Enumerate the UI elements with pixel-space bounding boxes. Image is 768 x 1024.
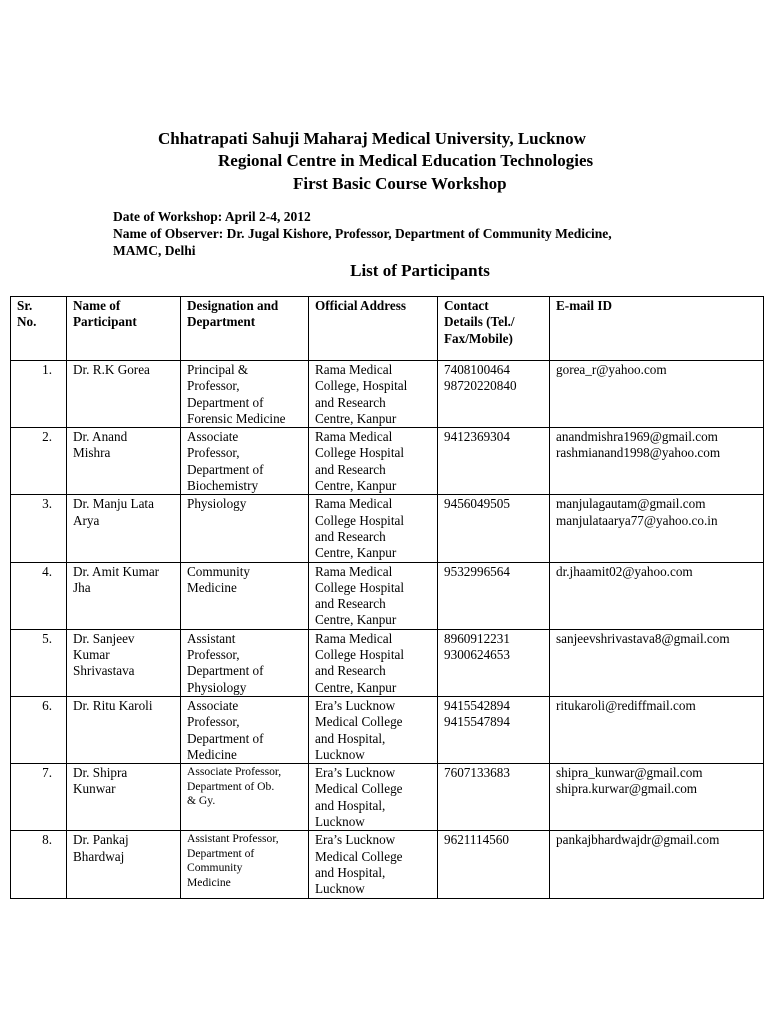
cell-name — [67, 831, 181, 898]
cell-designation-line: Assistant — [187, 630, 236, 646]
cell-contact-line: 8960912231 — [444, 630, 510, 646]
cell-designation — [181, 495, 309, 562]
header-sr-no — [11, 297, 67, 361]
cell-address — [309, 495, 438, 562]
cell-name-line: Dr. Ritu Karoli — [73, 697, 153, 713]
cell-address-line: Centre, Kanpur — [315, 478, 397, 494]
header-name — [67, 297, 181, 361]
cell-address-line: Medical College — [315, 848, 403, 864]
cell-address-line: and Research — [315, 394, 386, 410]
cell-email-line: manjulagautam@gmail.com — [556, 496, 706, 512]
cell-name-line: Arya — [73, 512, 100, 528]
cell-designation-line: Medicine — [187, 579, 237, 595]
cell-address — [309, 562, 438, 629]
cell-email — [550, 696, 764, 763]
cell-contact-line: 98720220840 — [444, 378, 517, 394]
table-row — [11, 495, 764, 562]
cell-name-line: Shrivastava — [73, 663, 135, 679]
cell-contact-line: 7408100464 — [444, 362, 510, 377]
cell-contact-line: 9300624653 — [444, 647, 510, 663]
header-designation — [181, 297, 309, 361]
cell-designation-line: Medicine — [187, 875, 231, 889]
cell-address-line: Rama Medical — [315, 496, 393, 512]
cell-address-line: Lucknow — [315, 746, 365, 762]
cell-designation-line: Department of — [187, 461, 264, 477]
cell-email-line: manjulataarya77@yahoo.co.in — [556, 512, 718, 528]
cell-address-line: College Hospital — [315, 512, 405, 528]
cell-address-line: Era’s Lucknow — [315, 697, 396, 713]
cell-designation-line: Professor, — [187, 445, 240, 461]
university-title: Chhatrapati Sahuji Maharaj Medical University, Lucknow — [158, 129, 586, 148]
cell-contact — [438, 428, 550, 495]
cell-address-line: and Hospital, — [315, 797, 386, 813]
cell-contact — [438, 361, 550, 428]
cell-contact-line: 9456049505 — [444, 496, 510, 512]
header-text-line: Sr. — [17, 298, 33, 313]
header-text-line: Name of — [73, 298, 121, 313]
cell-designation-line: Biochemistry — [187, 478, 259, 494]
cell-address-line: and Research — [315, 663, 386, 679]
cell-designation-line: Department of — [187, 394, 264, 410]
cell-email-line: anandmishra1969@gmail.com — [556, 429, 718, 445]
cell-designation-line: Department of — [187, 663, 264, 679]
cell-designation-line: Department of Ob. — [187, 779, 275, 793]
header-text-line: Details (Tel./ — [444, 314, 515, 330]
cell-name-line: Dr. R.K Gorea — [73, 362, 150, 377]
cell-address-line: Lucknow — [315, 814, 365, 830]
cell-designation — [181, 361, 309, 428]
cell-sr-no: 1. — [11, 361, 67, 428]
cell-designation-line: Principal & — [187, 362, 249, 377]
cell-name — [67, 361, 181, 428]
cell-name-line: Kunwar — [73, 781, 116, 797]
cell-designation-line: Associate — [187, 697, 239, 713]
cell-address — [309, 831, 438, 898]
cell-address-line: and Hospital, — [315, 864, 386, 880]
cell-designation-line: Department of — [187, 846, 255, 860]
table-row — [11, 831, 764, 898]
cell-sr-no: 2. — [11, 428, 67, 495]
table-row — [11, 629, 764, 696]
cell-sr-no: 5. — [11, 629, 67, 696]
observer-line-2: MAMC, Delhi — [113, 243, 196, 258]
cell-address-line: Rama Medical — [315, 563, 393, 579]
cell-name — [67, 562, 181, 629]
cell-address-line: and Research — [315, 461, 386, 477]
cell-designation — [181, 428, 309, 495]
cell-email-line: dr.jhaamit02@yahoo.com — [556, 563, 693, 579]
cell-email-line: sanjeevshrivastava8@gmail.com — [556, 630, 730, 646]
cell-designation-line: Associate — [187, 429, 239, 445]
cell-sr-no: 7. — [11, 764, 67, 831]
cell-contact — [438, 495, 550, 562]
cell-address-line: Era’s Lucknow — [315, 832, 396, 848]
table-row — [11, 696, 764, 763]
cell-name — [67, 495, 181, 562]
cell-contact — [438, 696, 550, 763]
cell-designation — [181, 696, 309, 763]
cell-contact — [438, 831, 550, 898]
header-contact — [438, 297, 550, 361]
cell-address-line: Centre, Kanpur — [315, 410, 397, 426]
centre-title: Regional Centre in Medical Education Technologies — [218, 151, 594, 170]
cell-designation-line: & Gy. — [187, 794, 216, 808]
cell-designation-line: Community — [187, 861, 243, 875]
cell-email-line: shipra_kunwar@gmail.com — [556, 765, 703, 781]
cell-address-line: Rama Medical — [315, 362, 393, 377]
header-text-line: Department — [187, 314, 256, 330]
cell-designation-line: Professor, — [187, 647, 240, 663]
cell-address-line: Centre, Kanpur — [315, 612, 397, 628]
cell-designation-line: Physiology — [187, 496, 247, 512]
cell-contact — [438, 629, 550, 696]
workshop-date: Date of Workshop: April 2-4, 2012 — [113, 209, 311, 224]
cell-designation-line: Physiology — [187, 679, 247, 695]
cell-designation-line: Department of — [187, 730, 264, 746]
cell-name-line: Bhardwaj — [73, 848, 125, 864]
cell-address — [309, 696, 438, 763]
cell-address-line: Era’s Lucknow — [315, 765, 396, 781]
cell-designation-line: Professor, — [187, 714, 240, 730]
cell-email-line: pankajbhardwajdr@gmail.com — [556, 832, 720, 848]
cell-designation-line: Community — [187, 563, 251, 579]
cell-name — [67, 428, 181, 495]
header-text-line: Designation and — [187, 298, 279, 313]
cell-name — [67, 696, 181, 763]
cell-sr-no: 3. — [11, 495, 67, 562]
cell-address-line: and Research — [315, 528, 386, 544]
cell-email — [550, 629, 764, 696]
cell-sr-no: 4. — [11, 562, 67, 629]
cell-email — [550, 361, 764, 428]
cell-address — [309, 764, 438, 831]
cell-email — [550, 764, 764, 831]
workshop-meta — [113, 208, 612, 259]
table-header-row — [11, 297, 764, 361]
cell-address-line: Centre, Kanpur — [315, 545, 397, 561]
header-email — [550, 297, 764, 361]
cell-address-line: College Hospital — [315, 647, 405, 663]
cell-name — [67, 629, 181, 696]
cell-name-line: Mishra — [73, 445, 111, 461]
cell-email — [550, 562, 764, 629]
cell-address-line: and Hospital, — [315, 730, 386, 746]
header-text-line: Fax/Mobile) — [444, 330, 513, 346]
cell-designation-line: Medicine — [187, 746, 237, 762]
cell-designation-line: Professor, — [187, 378, 240, 394]
cell-email — [550, 495, 764, 562]
table-row — [11, 428, 764, 495]
table-row — [11, 361, 764, 428]
observer-line-1: Name of Observer: Dr. Jugal Kishore, Professor, Department of Community Medicine, — [113, 226, 612, 241]
participants-body — [11, 361, 764, 899]
cell-contact-line: 9415547894 — [444, 714, 510, 730]
cell-address-line: College Hospital — [315, 445, 405, 461]
cell-address-line: Centre, Kanpur — [315, 679, 397, 695]
cell-designation — [181, 831, 309, 898]
cell-address-line: Lucknow — [315, 881, 365, 897]
cell-name-line: Dr. Manju Lata — [73, 496, 154, 512]
participants-table — [10, 296, 764, 899]
workshop-title: First Basic Course Workshop — [293, 174, 507, 193]
cell-email-line: rashmianand1998@yahoo.com — [556, 445, 721, 461]
cell-name-line: Jha — [73, 579, 91, 595]
cell-name-line: Dr. Pankaj — [73, 832, 129, 848]
cell-address — [309, 629, 438, 696]
cell-name-line: Dr. Shipra — [73, 765, 128, 781]
cell-address — [309, 428, 438, 495]
cell-designation — [181, 562, 309, 629]
cell-address-line: and Research — [315, 596, 386, 612]
cell-contact-line: 9415542894 — [444, 697, 510, 713]
cell-contact-line: 9412369304 — [444, 429, 510, 445]
header-text-line: No. — [17, 314, 37, 330]
cell-contact — [438, 562, 550, 629]
table-row — [11, 764, 764, 831]
cell-address — [309, 361, 438, 428]
cell-email — [550, 428, 764, 495]
header-text-line: Participant — [73, 314, 137, 330]
cell-contact-line: 7607133683 — [444, 765, 510, 781]
cell-name-line: Dr. Anand — [73, 429, 128, 445]
cell-contact-line: 9621114560 — [444, 832, 509, 848]
cell-email-line: ritukaroli@rediffmail.com — [556, 697, 696, 713]
cell-contact-line: 9532996564 — [444, 563, 510, 579]
cell-address-line: College, Hospital — [315, 378, 408, 394]
header-text-line: Official Address — [315, 298, 406, 313]
cell-email-line: shipra.kurwar@gmail.com — [556, 781, 698, 797]
header-address — [309, 297, 438, 361]
cell-address-line: College Hospital — [315, 579, 405, 595]
cell-name-line: Dr. Amit Kumar — [73, 563, 160, 579]
cell-email — [550, 831, 764, 898]
list-title: List of Participants — [350, 261, 490, 280]
cell-designation-line: Assistant Professor, — [187, 832, 279, 846]
cell-address-line: Medical College — [315, 781, 403, 797]
cell-designation-line: Forensic Medicine — [187, 410, 286, 426]
cell-sr-no: 8. — [11, 831, 67, 898]
header-text-line: Contact — [444, 298, 489, 313]
cell-name — [67, 764, 181, 831]
cell-address-line: Medical College — [315, 714, 403, 730]
cell-name-line: Dr. Sanjeev — [73, 630, 135, 646]
cell-sr-no: 6. — [11, 696, 67, 763]
cell-designation-line: Associate Professor, — [187, 765, 282, 779]
cell-email-line: gorea_r@yahoo.com — [556, 362, 667, 377]
header-text-line: E-mail ID — [556, 298, 613, 313]
cell-contact — [438, 764, 550, 831]
cell-address-line: Rama Medical — [315, 429, 393, 445]
cell-address-line: Rama Medical — [315, 630, 393, 646]
cell-designation — [181, 764, 309, 831]
cell-name-line: Kumar — [73, 647, 110, 663]
cell-designation — [181, 629, 309, 696]
table-row — [11, 562, 764, 629]
